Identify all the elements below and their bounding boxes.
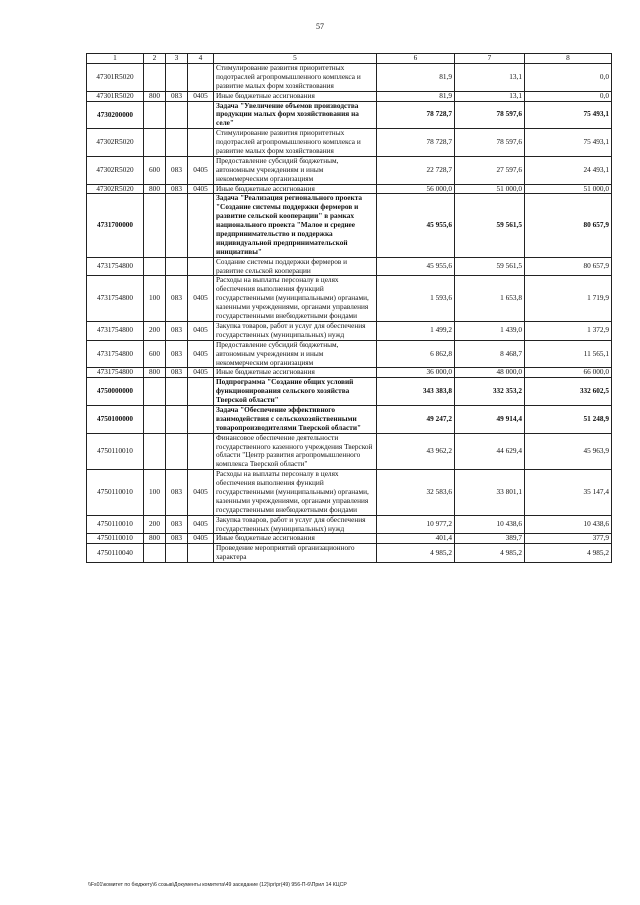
ministry-code-cell [166, 544, 188, 563]
table-row [87, 515, 612, 534]
amount-cell-8: 0,0 [525, 64, 612, 92]
section-code-cell [188, 544, 214, 563]
amount-cell-7: 1 653,8 [455, 276, 525, 321]
amount-cell-7: 59 561,5 [455, 194, 525, 257]
expense-type-cell [144, 544, 166, 563]
description-cell: Проведение мероприятий организационного характера [214, 544, 377, 563]
amount-cell-6: 1 499,2 [377, 321, 455, 340]
ministry-code-cell [166, 64, 188, 92]
section-code-cell: 0405 [188, 340, 214, 368]
ministry-code-cell [166, 257, 188, 276]
table-body [87, 64, 612, 563]
table-header-row [87, 54, 612, 64]
header-cell: 2 [144, 54, 166, 64]
amount-cell-7: 8 468,7 [455, 340, 525, 368]
amount-cell-7: 51 000,0 [455, 184, 525, 194]
amount-cell-8: 1 719,9 [525, 276, 612, 321]
expense-type-cell: 800 [144, 91, 166, 101]
expense-type-cell: 200 [144, 515, 166, 534]
code-cell: 47302R5020 [87, 129, 144, 157]
amount-cell-6: 343 383,8 [377, 378, 455, 406]
ministry-code-cell: 083 [166, 470, 188, 515]
code-cell: 4731754800 [87, 321, 144, 340]
description-cell: Задача "Реализация регионального проекта "Создание системы поддержки фермеров и развитие сельской кооперации" в рамках национального проекта "Малое и среднее предпринимательство и поддержка индивидуальной предпринимательской инициативы" [214, 194, 377, 257]
amount-cell-6: 43 962,2 [377, 433, 455, 470]
amount-cell-7: 1 439,0 [455, 321, 525, 340]
ministry-code-cell [166, 101, 188, 129]
amount-cell-6: 1 593,6 [377, 276, 455, 321]
page-number: 57 [316, 22, 324, 31]
amount-cell-6: 45 955,6 [377, 194, 455, 257]
expense-type-cell [144, 405, 166, 433]
description-cell: Расходы на выплаты персоналу в целях обеспечения выполнения функций государственными (муниципальными) органами, казенными учреждениями, органами управления государственными внебюджетными фондами [214, 276, 377, 321]
code-cell: 47301R5020 [87, 64, 144, 92]
amount-cell-6: 6 862,8 [377, 340, 455, 368]
section-code-cell [188, 64, 214, 92]
expense-type-cell: 100 [144, 276, 166, 321]
expense-type-cell [144, 433, 166, 470]
expense-type-cell: 800 [144, 184, 166, 194]
amount-cell-6: 10 977,2 [377, 515, 455, 534]
expense-type-cell [144, 64, 166, 92]
code-cell: 4731754800 [87, 340, 144, 368]
amount-cell-6: 36 000,0 [377, 368, 455, 378]
expense-type-cell [144, 194, 166, 257]
section-code-cell [188, 257, 214, 276]
section-code-cell: 0405 [188, 534, 214, 544]
table-row [87, 276, 612, 321]
file-path-footer: \\Fs01\комитет по бюджету\6 созыв\Документы комитета\49 заседание (12)\pr\pr(49) 956-П-6\Прил 14 КЦСР [88, 882, 347, 888]
amount-cell-7: 59 561,5 [455, 257, 525, 276]
amount-cell-6: 45 955,6 [377, 257, 455, 276]
header-cell: 1 [87, 54, 144, 64]
section-code-cell [188, 433, 214, 470]
amount-cell-8: 35 147,4 [525, 470, 612, 515]
code-cell: 4750110010 [87, 470, 144, 515]
table-row [87, 91, 612, 101]
ministry-code-cell: 083 [166, 340, 188, 368]
expense-type-cell: 200 [144, 321, 166, 340]
ministry-code-cell [166, 378, 188, 406]
header-cell: 6 [377, 54, 455, 64]
ministry-code-cell: 083 [166, 91, 188, 101]
description-cell: Стимулирование развития приоритетных подотраслей агропромышленного комплекса и развитие малых форм хозяйствования [214, 64, 377, 92]
amount-cell-7: 44 629,4 [455, 433, 525, 470]
section-code-cell: 0405 [188, 91, 214, 101]
description-cell: Стимулирование развития приоритетных подотраслей агропромышленного комплекса и развитие малых форм хозяйствования [214, 129, 377, 157]
section-code-cell: 0405 [188, 184, 214, 194]
header-cell: 4 [188, 54, 214, 64]
header-cell: 8 [525, 54, 612, 64]
amount-cell-7: 33 801,1 [455, 470, 525, 515]
code-cell: 47301R5020 [87, 91, 144, 101]
section-code-cell [188, 194, 214, 257]
code-cell: 4731700000 [87, 194, 144, 257]
description-cell: Иные бюджетные ассигнования [214, 534, 377, 544]
description-cell: Задача "Обеспечение эффективного взаимодействия с сельскохозяйственными товаропроизводителями Тверской области" [214, 405, 377, 433]
ministry-code-cell [166, 405, 188, 433]
amount-cell-7: 332 353,2 [455, 378, 525, 406]
expense-type-cell: 600 [144, 340, 166, 368]
description-cell: Иные бюджетные ассигнования [214, 184, 377, 194]
code-cell: 4730200000 [87, 101, 144, 129]
description-cell: Закупка товаров, работ и услуг для обеспечения государственных (муниципальных) нужд [214, 321, 377, 340]
amount-cell-7: 78 597,6 [455, 129, 525, 157]
amount-cell-7: 13,1 [455, 64, 525, 92]
table-row [87, 378, 612, 406]
section-code-cell [188, 405, 214, 433]
amount-cell-8: 75 493,1 [525, 101, 612, 129]
ministry-code-cell [166, 129, 188, 157]
description-cell: Подпрограмма "Создание общих условий функционирования сельского хозяйства Тверской области" [214, 378, 377, 406]
amount-cell-8: 51 248,9 [525, 405, 612, 433]
description-cell: Иные бюджетные ассигнования [214, 91, 377, 101]
amount-cell-7: 48 000,0 [455, 368, 525, 378]
amount-cell-8: 80 657,9 [525, 257, 612, 276]
code-cell: 4750000000 [87, 378, 144, 406]
description-cell: Предоставление субсидий бюджетным, автономным учреждениям и иным некоммерческим организациям [214, 340, 377, 368]
amount-cell-6: 81,9 [377, 91, 455, 101]
budget-table [86, 53, 612, 563]
expense-type-cell: 100 [144, 470, 166, 515]
section-code-cell [188, 101, 214, 129]
table-row [87, 405, 612, 433]
expense-type-cell [144, 129, 166, 157]
table-row [87, 257, 612, 276]
amount-cell-8: 332 602,5 [525, 378, 612, 406]
header-cell: 5 [214, 54, 377, 64]
ministry-code-cell: 083 [166, 368, 188, 378]
ministry-code-cell: 083 [166, 515, 188, 534]
amount-cell-8: 75 493,1 [525, 129, 612, 157]
code-cell: 4750110010 [87, 515, 144, 534]
amount-cell-7: 13,1 [455, 91, 525, 101]
description-cell: Закупка товаров, работ и услуг для обеспечения государственных (муниципальных) нужд [214, 515, 377, 534]
ministry-code-cell [166, 433, 188, 470]
table-row [87, 368, 612, 378]
table-row [87, 101, 612, 129]
ministry-code-cell [166, 194, 188, 257]
code-cell: 4731754800 [87, 276, 144, 321]
description-cell: Финансовое обеспечение деятельности государственного казенного учреждения Тверской области "Центр развития агропромышленного комплекса Тверской области" [214, 433, 377, 470]
description-cell: Задача "Увеличение объемов производства продукции малых форм хозяйствования на селе" [214, 101, 377, 129]
amount-cell-6: 78 728,7 [377, 129, 455, 157]
amount-cell-8: 24 493,1 [525, 156, 612, 184]
amount-cell-6: 56 000,0 [377, 184, 455, 194]
amount-cell-6: 4 985,2 [377, 544, 455, 563]
section-code-cell [188, 129, 214, 157]
amount-cell-8: 1 372,9 [525, 321, 612, 340]
table-row [87, 340, 612, 368]
amount-cell-8: 377,9 [525, 534, 612, 544]
ministry-code-cell: 083 [166, 276, 188, 321]
code-cell: 4750110010 [87, 534, 144, 544]
header-cell: 3 [166, 54, 188, 64]
amount-cell-8: 66 000,0 [525, 368, 612, 378]
amount-cell-8: 45 963,9 [525, 433, 612, 470]
amount-cell-8: 11 565,1 [525, 340, 612, 368]
amount-cell-7: 49 914,4 [455, 405, 525, 433]
amount-cell-7: 389,7 [455, 534, 525, 544]
table-row [87, 184, 612, 194]
amount-cell-7: 78 597,6 [455, 101, 525, 129]
table-row [87, 544, 612, 563]
section-code-cell: 0405 [188, 156, 214, 184]
section-code-cell [188, 378, 214, 406]
expense-type-cell [144, 101, 166, 129]
code-cell: 4750100000 [87, 405, 144, 433]
ministry-code-cell: 083 [166, 184, 188, 194]
ministry-code-cell: 083 [166, 534, 188, 544]
amount-cell-7: 10 438,6 [455, 515, 525, 534]
table-row [87, 64, 612, 92]
section-code-cell: 0405 [188, 515, 214, 534]
expense-type-cell: 800 [144, 534, 166, 544]
description-cell: Предоставление субсидий бюджетным, автономным учреждениям и иным некоммерческим организациям [214, 156, 377, 184]
amount-cell-6: 49 247,2 [377, 405, 455, 433]
amount-cell-8: 4 985,2 [525, 544, 612, 563]
code-cell: 4750110010 [87, 433, 144, 470]
ministry-code-cell: 083 [166, 321, 188, 340]
ministry-code-cell: 083 [166, 156, 188, 184]
code-cell: 47302R5020 [87, 156, 144, 184]
amount-cell-6: 401,4 [377, 534, 455, 544]
amount-cell-8: 80 657,9 [525, 194, 612, 257]
section-code-cell: 0405 [188, 276, 214, 321]
amount-cell-6: 22 728,7 [377, 156, 455, 184]
amount-cell-7: 27 597,6 [455, 156, 525, 184]
table-row [87, 534, 612, 544]
code-cell: 4731754800 [87, 257, 144, 276]
amount-cell-6: 78 728,7 [377, 101, 455, 129]
header-cell: 7 [455, 54, 525, 64]
amount-cell-7: 4 985,2 [455, 544, 525, 563]
code-cell: 4731754800 [87, 368, 144, 378]
table-row [87, 470, 612, 515]
section-code-cell: 0405 [188, 321, 214, 340]
amount-cell-8: 10 438,6 [525, 515, 612, 534]
expense-type-cell [144, 378, 166, 406]
expense-type-cell [144, 257, 166, 276]
expense-type-cell: 800 [144, 368, 166, 378]
table-row [87, 321, 612, 340]
amount-cell-6: 32 583,6 [377, 470, 455, 515]
description-cell: Иные бюджетные ассигнования [214, 368, 377, 378]
section-code-cell: 0405 [188, 368, 214, 378]
table-row [87, 433, 612, 470]
code-cell: 4750110040 [87, 544, 144, 563]
amount-cell-8: 51 000,0 [525, 184, 612, 194]
description-cell: Расходы на выплаты персоналу в целях обеспечения выполнения функций государственными (муниципальными) органами, казенными учреждениями, органами управления государственными внебюджетными фондами [214, 470, 377, 515]
expense-type-cell: 600 [144, 156, 166, 184]
table-row [87, 129, 612, 157]
table-row [87, 194, 612, 257]
amount-cell-8: 0,0 [525, 91, 612, 101]
table-row [87, 156, 612, 184]
section-code-cell: 0405 [188, 470, 214, 515]
code-cell: 47302R5020 [87, 184, 144, 194]
description-cell: Создание системы поддержки фермеров и развитие сельской кооперации [214, 257, 377, 276]
amount-cell-6: 81,9 [377, 64, 455, 92]
